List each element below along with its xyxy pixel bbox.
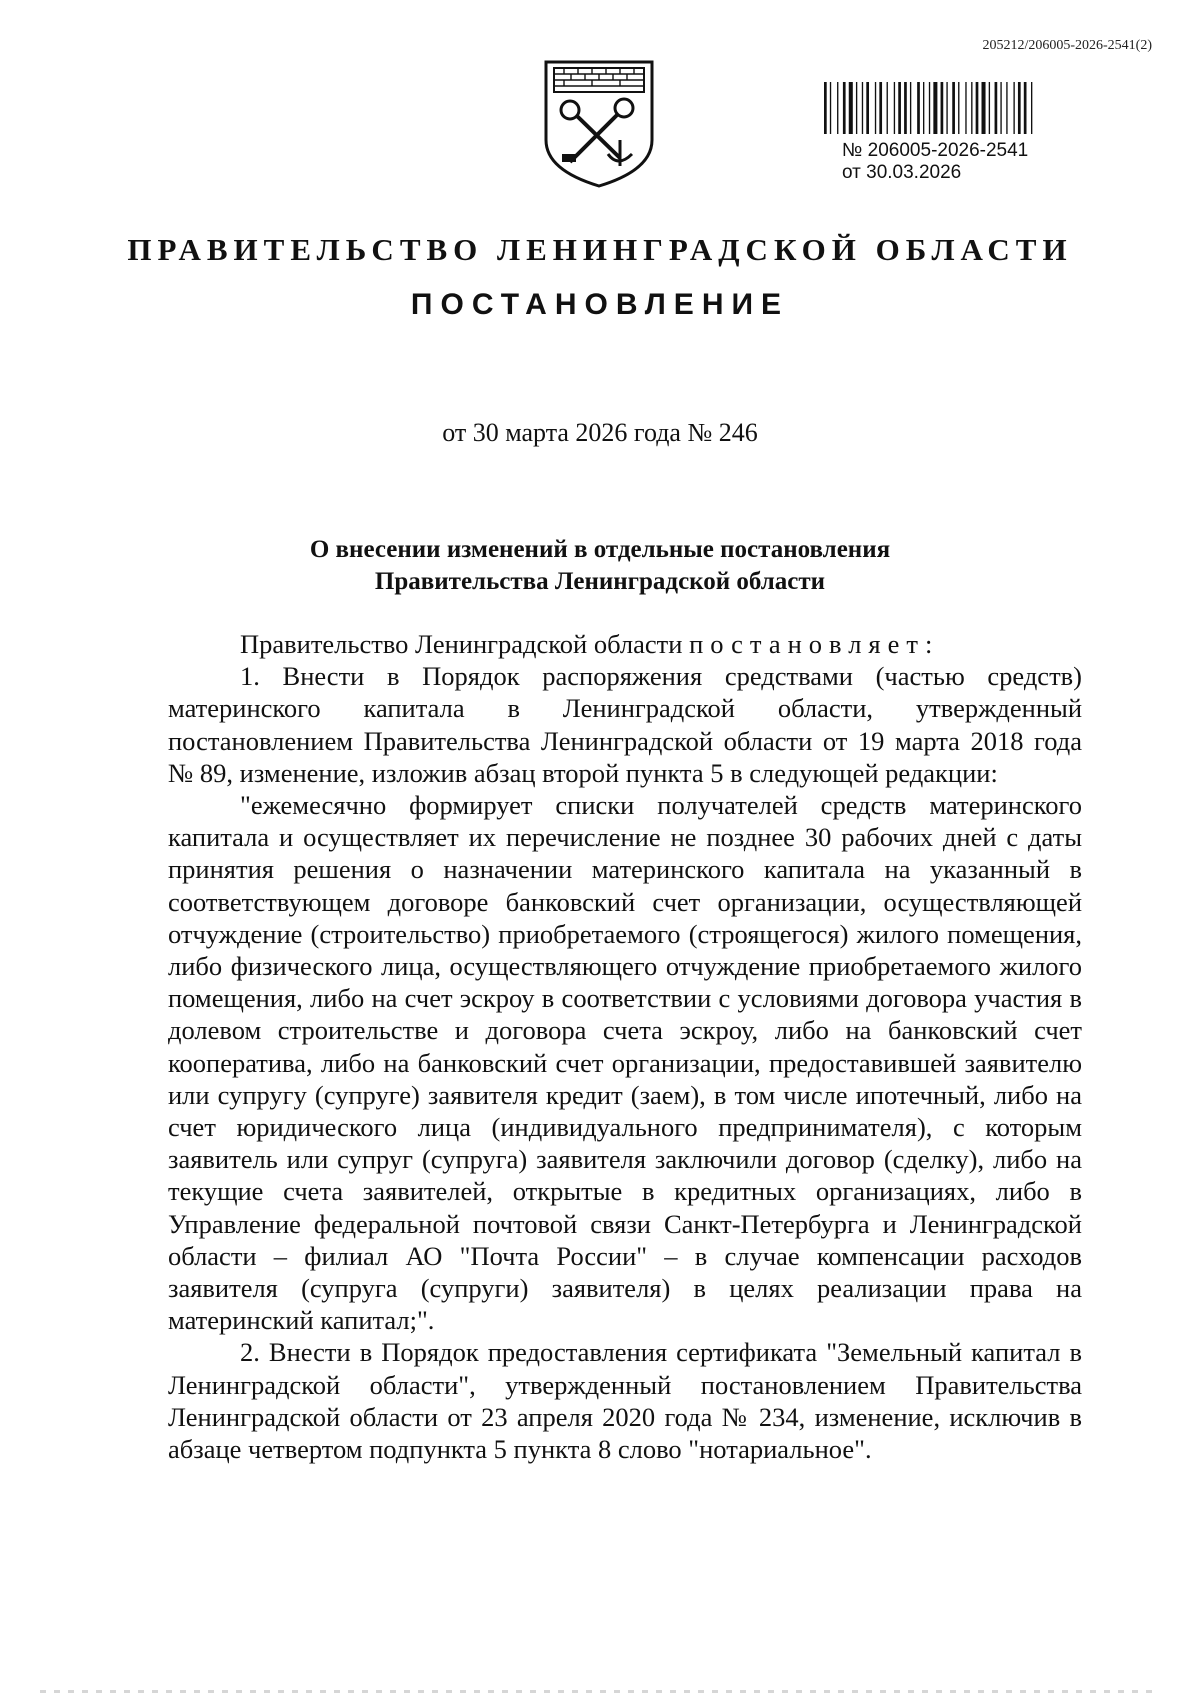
resolution-subject [0,534,1200,598]
registration-number: № 206005-2026-2541 [842,140,1029,161]
subject-line-2: Правительства Ленинградской области [374,568,826,595]
registration-date: от 30.03.2026 [842,162,962,183]
barcode-icon [822,82,1082,134]
document-type-title: ПОСТАНОВЛЕНИЕ [410,288,790,321]
coat-of-arms-icon [540,58,658,190]
resolution-body [168,628,1082,1465]
scan-edge-artifact [40,1690,1160,1693]
paragraph-2: 2. Внести в Порядок предоставления сертификата "Земельный капитал в Ленинградской области", утвержденный постановлением Правительства Ленинградской области от 23 апреля 2020 года № 234, изменение, исключив в абзаце четвертом подпункта 5 пункта 8 слово "нотариальное". [168,1337,1082,1465]
preamble [168,628,1082,660]
preamble-text: Правительство Ленинградской области [240,629,690,659]
government-title: ПРАВИТЕЛЬСТВО ЛЕНИНГРАДСКОЙ ОБЛАСТИ [127,232,1073,267]
paragraph-quoted-text: "ежемесячно формирует списки получателей средств материнского капитала и осуществляет их перечисление не позднее 30 рабочих дней с даты принятия решения о назначении материнского капитала на указанный в соответствующем договоре банковский счет организации, осуществляющей отчуждение (строительство) приобретаемого (строящегося) жилого помещения, либо физического лица, осуществляющего отчуждение приобретаемого жилого помещения, либо на счет эскроу в соответствии с условиями договора участия в долевом строительстве и договора счета эскроу, либо на банковский счет кооператива, либо на банковский счет организации, предоставившей заявителю или супругу (супруге) заявителя кредит (заем), в том числе ипотечный, либо на счет юридического лица (индивидуального предпринимателя), с которым заявитель или супруг (супруга) заявителя заключили договор (сделку), либо на текущие счета заявителей, открытые в кредитных организациях, либо в Управление федеральной почтовой связи Санкт-Петербурга и Ленинградской области – филиал АО "Почта России" – в случае компенсации расходов заявителя (супруга (супруги) заявителя) в целях реализации права на материнский капитал;". [168,790,1082,1336]
resolution-date-number: от 30 марта 2026 года № 246 [442,418,758,447]
registration-block [822,82,1102,184]
preamble-verb: постановляет: [689,629,940,659]
subject-line-1: О внесении изменений в отдельные постановления [309,536,891,563]
document-reference-number: 205212/206005-2026-2541(2) [982,38,1152,53]
paragraph-1: 1. Внести в Порядок распоряжения средствами (частью средств) материнского капитала в Ленинградской области, утвержденный постановлением Правительства Ленинградской области от 19 марта 2018 года № 89, изменение, изложив абзац второй пункта 5 в следующей редакции: [168,661,1082,788]
